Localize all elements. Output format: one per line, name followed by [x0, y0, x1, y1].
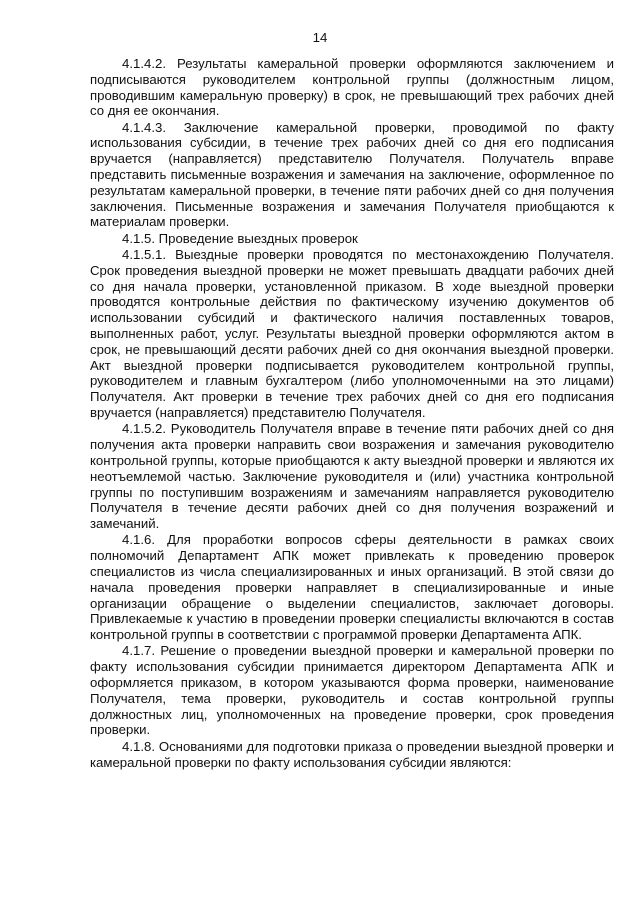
page-number: 14 — [312, 30, 328, 45]
paragraph-4-1-8: 4.1.8. Основаниями для подготовки приказа о проведении выездной проверки и камеральной проверки по факту использования субсидии являются: — [90, 738, 614, 770]
paragraph-4-1-6: 4.1.6. Для проработки вопросов сферы деятельности в рамках своих полномочий Департамент АПК может привлекать к проведению проверок специалистов из числа специализированных и иных организаций. В этой связи до начала проведения проверки направляет в специализированные и иные организации обращение о выделении специалистов, заключает договоры. Привлекаемые к участию в проведении проверки специалисты включаются в состав контрольной группы в соответствии с программой проверки Департамента АПК. — [90, 532, 614, 643]
paragraph-4-1-7: 4.1.7. Решение о проведении выездной проверки и камеральной проверки по факту использования субсидии принимается директором Департамента АПК и оформляется приказом, в котором указываются форма проверки, наименование Получателя, тема проверки, руководитель и состав контрольной группы должностных лиц, уполномоченных на проведение проверки, срок проведения проверки. — [90, 643, 614, 738]
paragraph-4-1-4-3: 4.1.4.3. Заключение камеральной проверки, проводимой по факту использования субсидии, в течение трех рабочих дней со дня его подписания вручается (направляется) представителю Получателя. Получатель вправе представить письменные возражения и замечания на заключение, оформленное по результатам камеральной проверки, в течение пяти рабочих дней со дня получения заключения. Письменные возражения и замечания Получателя приобщаются к материалам проверки. — [90, 119, 614, 230]
paragraph-4-1-4-2: 4.1.4.2. Результаты камеральной проверки оформляются заключением и подписываются руководителем контрольной группы (должностным лицом, проводившим камеральную проверку) в срок, не превышающий трех рабочих дней со дня ее окончания. — [90, 56, 614, 119]
paragraph-4-1-5-heading: 4.1.5. Проведение выездных проверок — [122, 230, 358, 246]
document-body — [90, 56, 614, 771]
paragraph-4-1-5-1: 4.1.5.1. Выездные проверки проводятся по местонахождению Получателя. Срок проведения выездной проверки не может превышать двадцати рабочих дней со дня начала проверки, установленной приказом. В ходе выездной проверки проводятся контрольные действия по фактическому изучению документов об использовании субсидий и фактического наличия поставленных товаров, выполненных работ, услуг. Результаты выездной проверки оформляются актом в срок, не превышающий десяти рабочих дней со дня окончания выездной проверки. Акт выездной проверки подписывается руководителем контрольной группы, руководителем и главным бухгалтером (либо уполномоченными на это лицами) Получателя. Акт проверки в течение трех рабочих дней со дня его подписания вручается (направляется) представителю Получателя. — [90, 247, 614, 421]
paragraph-4-1-5-2: 4.1.5.2. Руководитель Получателя вправе в течение пяти рабочих дней со дня получения акта проверки направить свои возражения и замечания руководителю контрольной группы, которые приобщаются к акту выездной проверки и являются их неотъемлемой частью. Заключение руководителя и (или) участника контрольной группы по поступившим возражениям и замечаниям направляется руководителю Получателя в течение десяти рабочих дней со дня получения возражений и замечаний. — [90, 421, 614, 532]
